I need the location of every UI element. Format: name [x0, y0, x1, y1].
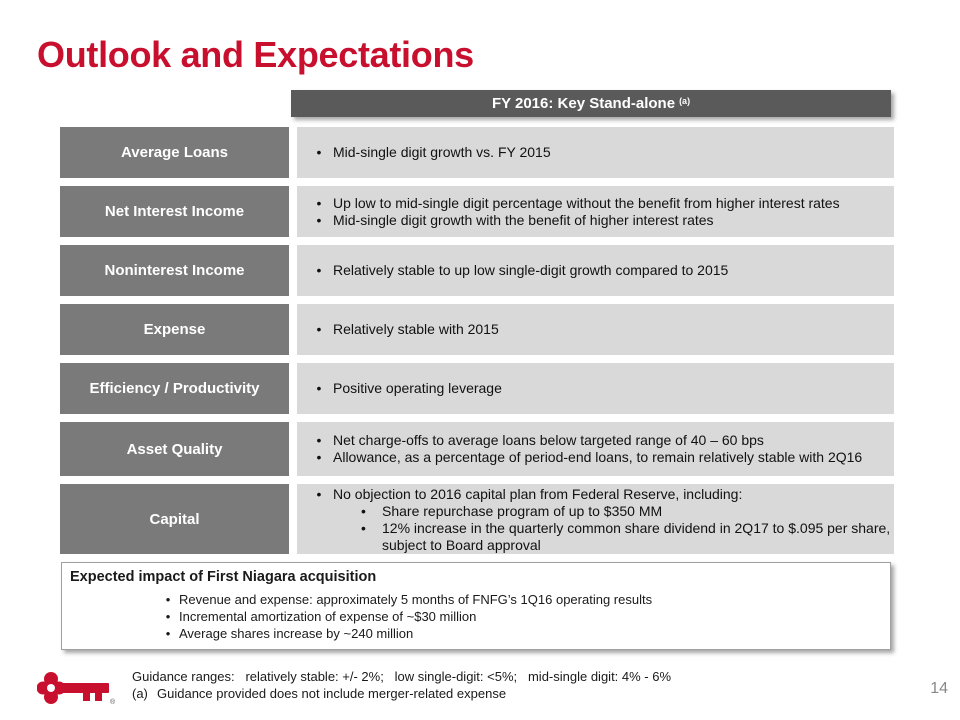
acquisition-impact-box: [61, 562, 891, 650]
row-body: [297, 422, 894, 476]
page-title: Outlook and Expectations: [37, 34, 474, 75]
row-asset-quality: [60, 422, 894, 476]
bullet-item: • Net charge-offs to average loans below targeted range of 40 – 60 bps: [316, 432, 764, 448]
sub-bullet-item: • 12% increase in the quarterly common share dividend in 2Q17 to $.095 per share, subject to Board approval: [361, 520, 891, 553]
footnote-text: Guidance provided does not include merger-related expense: [157, 686, 507, 701]
row-capital: [60, 484, 894, 554]
footnotes: [132, 668, 671, 702]
impact-list: [157, 591, 652, 642]
list-item: • Incremental amortization of expense of ~$30 million: [165, 609, 477, 624]
page-number: 14: [930, 680, 948, 697]
row-expense: [60, 304, 894, 355]
row-body: [297, 363, 894, 414]
row-average-loans: [60, 127, 894, 178]
list-item: • Average shares increase by ~240 million: [165, 626, 414, 641]
row-label: Asset Quality: [60, 422, 289, 476]
row-body: [297, 304, 894, 355]
row-label: Net Interest Income: [60, 186, 289, 237]
header-label: FY 2016: Key Stand-alone: [491, 95, 676, 112]
row-label: Average Loans: [60, 127, 289, 178]
bullet-item: • Positive operating leverage: [316, 380, 502, 396]
bullet-item: • Mid-single digit growth with the benefit of higher interest rates: [316, 211, 714, 228]
list-item: • Revenue and expense: approximately 5 months of FNFG’s 1Q16 operating results: [165, 592, 653, 607]
row-noninterest-income: [60, 245, 894, 296]
bullet-item: • Relatively stable to up low single-digit growth compared to 2015: [316, 262, 729, 278]
row-label: Noninterest Income: [60, 245, 289, 296]
guidance-ranges: Guidance ranges: relatively stable: +/- 2%; low single-digit: <5%; mid-single digit: 4% - 6%: [132, 669, 672, 684]
row-net-interest-income: [60, 186, 894, 237]
header-footnote-mark: (a): [679, 95, 691, 106]
row-label: Capital: [60, 484, 289, 554]
key-logo-icon: [37, 670, 119, 706]
fy2016-header: [291, 90, 891, 117]
bullet-item: • No objection to 2016 capital plan from Federal Reserve, including:: [316, 486, 743, 502]
bullet-item: • Mid-single digit growth vs. FY 2015: [316, 144, 551, 160]
row-label: Efficiency / Productivity: [60, 363, 289, 414]
sub-bullet-item: • Share repurchase program of up to $350 MM: [361, 503, 663, 519]
row-efficiency-productivity: [60, 363, 894, 414]
bullet-item: • Relatively stable with 2015: [316, 321, 499, 337]
bullet-item: • Up low to mid-single digit percentage without the benefit from higher interest rates: [316, 194, 840, 211]
row-label: Expense: [60, 304, 289, 355]
bullet-item: • Allowance, as a percentage of period-end loans, to remain relatively stable with 2Q16: [316, 449, 863, 465]
row-body: [297, 127, 894, 178]
row-body: [297, 245, 894, 296]
footnote-mark: (a): [132, 686, 148, 701]
row-body: [297, 186, 894, 237]
footnote-a: [132, 685, 671, 702]
row-body: [297, 484, 894, 554]
registered-mark: ®: [110, 699, 116, 706]
impact-title: Expected impact of First Niagara acquisition: [70, 569, 377, 585]
